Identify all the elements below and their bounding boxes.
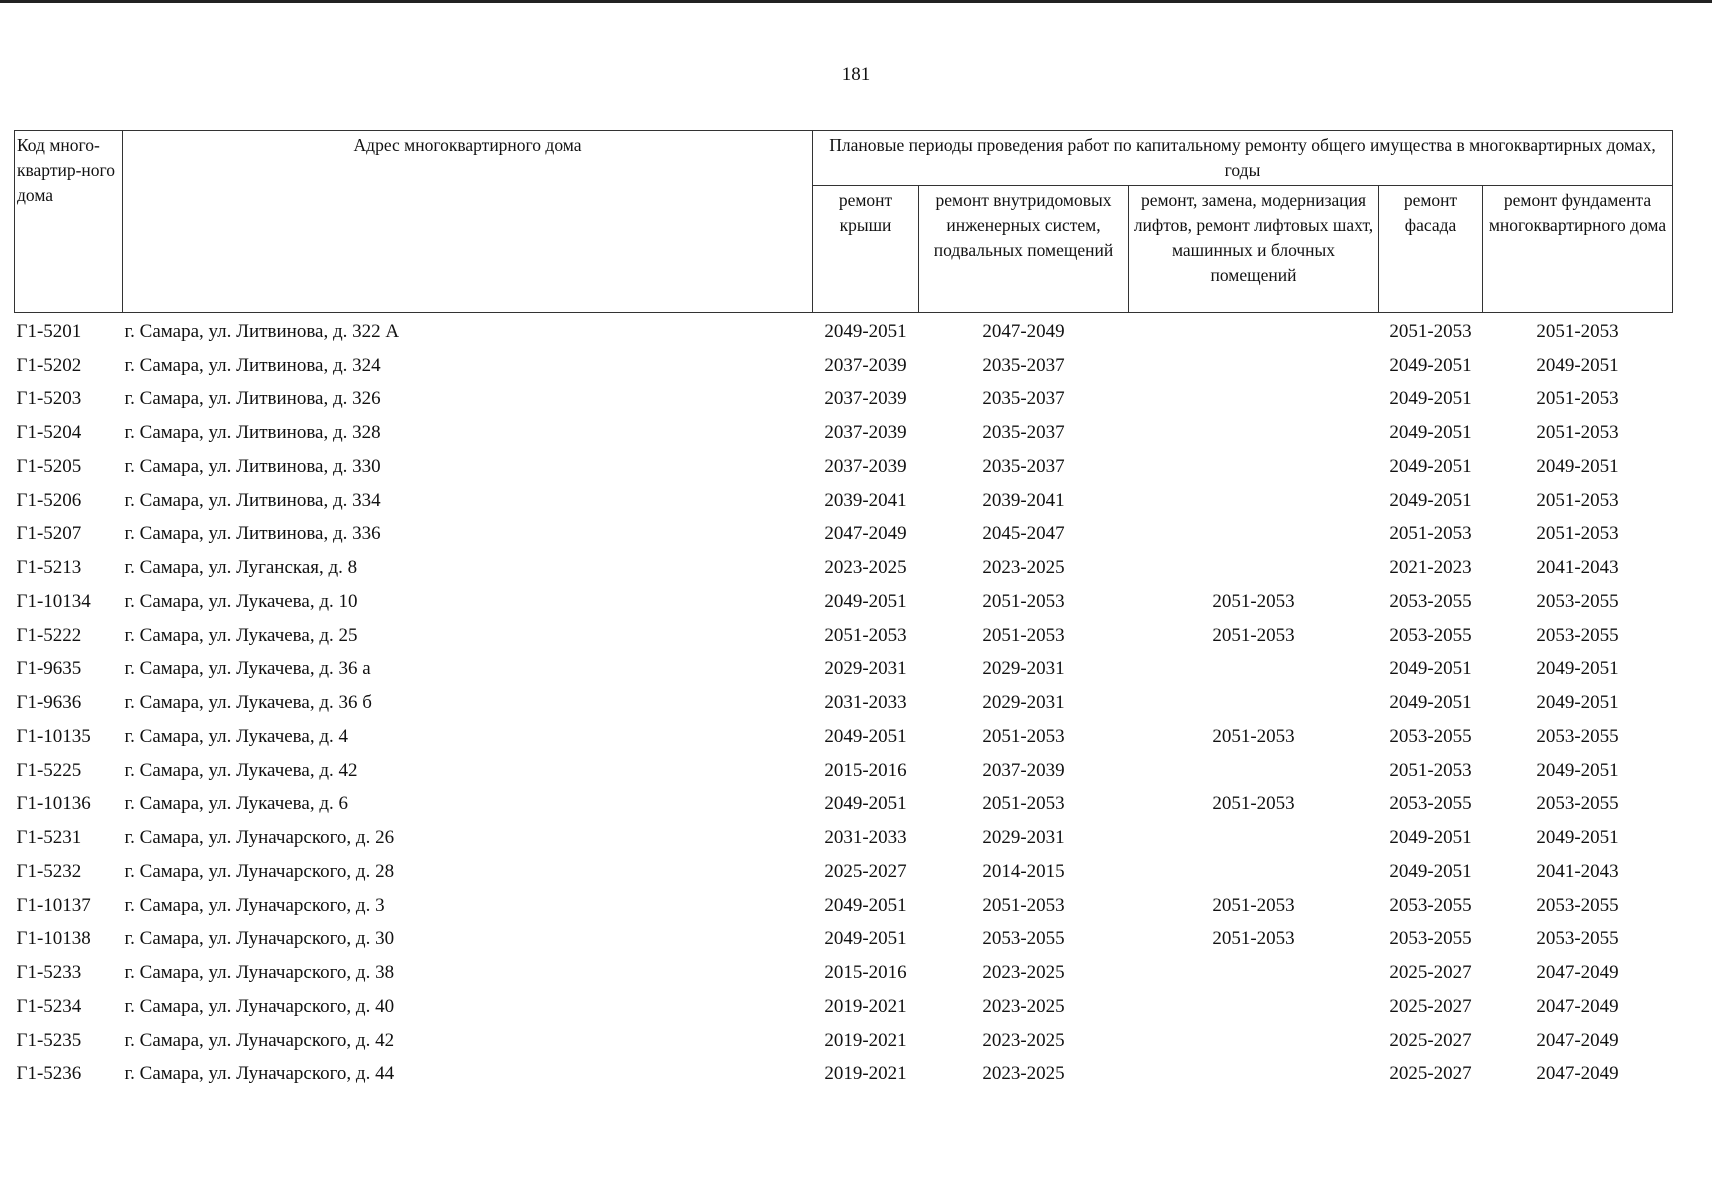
cell-code: Г1-10137 (16, 894, 91, 916)
table-row (15, 484, 1673, 518)
table-body (15, 313, 1673, 1092)
table-row (15, 1024, 1673, 1058)
cell-facade: 2021-2023 (1389, 557, 1472, 579)
cell-lifts (1129, 349, 1379, 383)
cell-lifts (1129, 653, 1379, 687)
cell-systems: 2051-2053 (982, 624, 1065, 646)
cell-systems: 2029-2031 (982, 692, 1065, 714)
cell-lifts: 2051-2053 (1212, 624, 1295, 646)
cell-facade: 2049-2051 (1389, 658, 1472, 680)
cell-code: Г1-10138 (16, 928, 91, 950)
cell-facade: 2025-2027 (1389, 962, 1472, 984)
cell-address: г. Самара, ул. Лукачева, д. 6 (124, 793, 349, 815)
cell-address: г. Самара, ул. Лукачева, д. 42 (124, 759, 358, 781)
cell-code: Г1-5236 (16, 1063, 82, 1085)
cell-facade: 2049-2051 (1389, 489, 1472, 511)
top-rule (0, 0, 1712, 3)
cell-roof: 2049-2051 (824, 725, 907, 747)
table-row (15, 990, 1673, 1024)
table-row (15, 754, 1673, 788)
header-code: Код много-квартир-ного дома (15, 131, 123, 313)
cell-roof: 2037-2039 (824, 354, 907, 376)
cell-code: Г1-5201 (16, 320, 82, 342)
cell-address: г. Самара, ул. Луначарского, д. 42 (124, 1029, 395, 1051)
cell-lifts: 2051-2053 (1212, 894, 1295, 916)
cell-lifts: 2051-2053 (1212, 793, 1295, 815)
cell-foundation: 2049-2051 (1536, 759, 1619, 781)
cell-facade: 2053-2055 (1389, 725, 1472, 747)
cell-lifts: 2051-2053 (1212, 928, 1295, 950)
cell-code: Г1-5225 (16, 759, 82, 781)
cell-foundation: 2049-2051 (1536, 354, 1619, 376)
repair-schedule-table-wrap (14, 130, 1672, 1091)
cell-foundation: 2051-2053 (1536, 388, 1619, 410)
cell-foundation: 2051-2053 (1536, 489, 1619, 511)
cell-facade: 2051-2053 (1389, 759, 1472, 781)
table-row (15, 653, 1673, 687)
header-facade: ремонт фасада (1379, 186, 1483, 313)
page-number: 181 (841, 64, 871, 85)
table-row (15, 518, 1673, 552)
cell-roof: 2025-2027 (824, 860, 907, 882)
cell-code: Г1-5232 (16, 860, 82, 882)
cell-facade: 2053-2055 (1389, 793, 1472, 815)
table-row (15, 956, 1673, 990)
header-address: Адрес многоквартирного дома (123, 131, 813, 313)
repair-schedule-table (14, 130, 1673, 1091)
cell-address: г. Самара, ул. Луначарского, д. 28 (124, 860, 395, 882)
cell-code: Г1-5202 (16, 354, 82, 376)
header-systems: ремонт внутридомовых инженерных систем, подвальных помещений (919, 186, 1129, 313)
cell-lifts (1129, 855, 1379, 889)
cell-code: Г1-5207 (16, 523, 82, 545)
cell-address: г. Самара, ул. Лукачева, д. 36 б (124, 692, 372, 714)
cell-roof: 2039-2041 (824, 489, 907, 511)
cell-code: Г1-9636 (16, 692, 82, 714)
cell-roof: 2019-2021 (824, 995, 907, 1017)
cell-roof: 2037-2039 (824, 388, 907, 410)
cell-facade: 2049-2051 (1389, 422, 1472, 444)
cell-address: г. Самара, ул. Луначарского, д. 3 (124, 894, 385, 916)
cell-foundation: 2053-2055 (1536, 793, 1619, 815)
cell-address: г. Самара, ул. Луначарского, д. 40 (124, 995, 395, 1017)
cell-roof: 2023-2025 (824, 557, 907, 579)
cell-lifts (1129, 416, 1379, 450)
cell-facade: 2049-2051 (1389, 692, 1472, 714)
header-lifts: ремонт, замена, модернизация лифтов, ремонт лифтовых шахт, машинных и блочных помещений (1129, 186, 1379, 313)
cell-code: Г1-10135 (16, 725, 91, 747)
cell-address: г. Самара, ул. Луначарского, д. 30 (124, 928, 395, 950)
cell-systems: 2014-2015 (982, 860, 1065, 882)
cell-facade: 2053-2055 (1389, 894, 1472, 916)
cell-foundation: 2047-2049 (1536, 1063, 1619, 1085)
cell-code: Г1-9635 (16, 658, 82, 680)
cell-lifts (1129, 383, 1379, 417)
cell-foundation: 2049-2051 (1536, 658, 1619, 680)
table-row (15, 923, 1673, 957)
cell-systems: 2035-2037 (982, 422, 1065, 444)
cell-systems: 2047-2049 (982, 320, 1065, 342)
cell-lifts (1129, 518, 1379, 552)
cell-address: г. Самара, ул. Литвинова, д. 336 (124, 523, 381, 545)
cell-foundation: 2053-2055 (1536, 894, 1619, 916)
cell-facade: 2049-2051 (1389, 354, 1472, 376)
cell-lifts: 2051-2053 (1212, 725, 1295, 747)
table-row (15, 416, 1673, 450)
table-row (15, 619, 1673, 653)
cell-foundation: 2049-2051 (1536, 692, 1619, 714)
cell-systems: 2039-2041 (982, 489, 1065, 511)
cell-roof: 2049-2051 (824, 928, 907, 950)
table-row (15, 349, 1673, 383)
cell-address: г. Самара, ул. Лукачева, д. 4 (124, 725, 349, 747)
cell-roof: 2049-2051 (824, 590, 907, 612)
cell-code: Г1-5206 (16, 489, 82, 511)
cell-lifts (1129, 313, 1379, 349)
header-roof: ремонт крыши (813, 186, 919, 313)
cell-roof: 2047-2049 (824, 523, 907, 545)
cell-systems: 2029-2031 (982, 658, 1065, 680)
cell-foundation: 2053-2055 (1536, 590, 1619, 612)
table-row (15, 313, 1673, 349)
cell-foundation: 2049-2051 (1536, 827, 1619, 849)
cell-facade: 2051-2053 (1389, 320, 1472, 342)
cell-facade: 2025-2027 (1389, 1063, 1472, 1085)
header-periods-group: Плановые периоды проведения работ по капитальному ремонту общего имущества в многоквартирных домах, годы (813, 131, 1673, 186)
cell-systems: 2053-2055 (982, 928, 1065, 950)
cell-roof: 2015-2016 (824, 962, 907, 984)
table-row (15, 1058, 1673, 1092)
cell-code: Г1-5234 (16, 995, 82, 1017)
cell-code: Г1-5205 (16, 455, 82, 477)
cell-foundation: 2053-2055 (1536, 624, 1619, 646)
table-header (15, 131, 1673, 313)
cell-systems: 2045-2047 (982, 523, 1065, 545)
cell-systems: 2051-2053 (982, 590, 1065, 612)
cell-roof: 2049-2051 (824, 894, 907, 916)
table-row (15, 585, 1673, 619)
cell-lifts (1129, 1024, 1379, 1058)
cell-systems: 2023-2025 (982, 1029, 1065, 1051)
cell-code: Г1-5222 (16, 624, 82, 646)
cell-lifts (1129, 1058, 1379, 1092)
cell-systems: 2035-2037 (982, 354, 1065, 376)
cell-foundation: 2053-2055 (1536, 725, 1619, 747)
cell-code: Г1-5235 (16, 1029, 82, 1051)
table-row (15, 821, 1673, 855)
cell-systems: 2051-2053 (982, 725, 1065, 747)
cell-address: г. Самара, ул. Литвинова, д. 330 (124, 455, 381, 477)
cell-systems: 2051-2053 (982, 894, 1065, 916)
cell-lifts (1129, 686, 1379, 720)
cell-foundation: 2047-2049 (1536, 1029, 1619, 1051)
cell-systems: 2037-2039 (982, 759, 1065, 781)
cell-systems: 2023-2025 (982, 962, 1065, 984)
cell-code: Г1-10136 (16, 793, 91, 815)
cell-code: Г1-5203 (16, 388, 82, 410)
table-row (15, 551, 1673, 585)
cell-roof: 2031-2033 (824, 692, 907, 714)
cell-roof: 2049-2051 (824, 793, 907, 815)
cell-facade: 2053-2055 (1389, 624, 1472, 646)
cell-lifts (1129, 956, 1379, 990)
cell-systems: 2051-2053 (982, 793, 1065, 815)
cell-facade: 2051-2053 (1389, 523, 1472, 545)
cell-facade: 2049-2051 (1389, 860, 1472, 882)
cell-address: г. Самара, ул. Литвинова, д. 326 (124, 388, 381, 410)
table-row (15, 788, 1673, 822)
cell-address: г. Самара, ул. Луначарского, д. 38 (124, 962, 395, 984)
cell-address: г. Самара, ул. Литвинова, д. 334 (124, 489, 381, 511)
cell-systems: 2023-2025 (982, 557, 1065, 579)
cell-roof: 2049-2051 (824, 320, 907, 342)
cell-address: г. Самара, ул. Луначарского, д. 44 (124, 1063, 395, 1085)
table-row (15, 450, 1673, 484)
cell-roof: 2029-2031 (824, 658, 907, 680)
cell-roof: 2015-2016 (824, 759, 907, 781)
cell-foundation: 2053-2055 (1536, 928, 1619, 950)
cell-facade: 2049-2051 (1389, 388, 1472, 410)
cell-code: Г1-5231 (16, 827, 82, 849)
cell-code: Г1-5233 (16, 962, 82, 984)
cell-lifts: 2051-2053 (1212, 590, 1295, 612)
cell-foundation: 2051-2053 (1536, 523, 1619, 545)
cell-foundation: 2047-2049 (1536, 995, 1619, 1017)
cell-code: Г1-10134 (16, 590, 91, 612)
cell-address: г. Самара, ул. Лукачева, д. 36 а (124, 658, 371, 680)
cell-roof: 2037-2039 (824, 422, 907, 444)
cell-address: г. Самара, ул. Луначарского, д. 26 (124, 827, 395, 849)
cell-lifts (1129, 754, 1379, 788)
cell-systems: 2023-2025 (982, 1063, 1065, 1085)
cell-foundation: 2049-2051 (1536, 455, 1619, 477)
cell-lifts (1129, 990, 1379, 1024)
table-row (15, 720, 1673, 754)
cell-address: г. Самара, ул. Луганская, д. 8 (124, 557, 358, 579)
cell-code: Г1-5204 (16, 422, 82, 444)
cell-facade: 2025-2027 (1389, 1029, 1472, 1051)
cell-systems: 2035-2037 (982, 455, 1065, 477)
header-foundation: ремонт фундамента многоквартирного дома (1483, 186, 1673, 313)
cell-foundation: 2047-2049 (1536, 962, 1619, 984)
cell-lifts (1129, 484, 1379, 518)
cell-foundation: 2041-2043 (1536, 860, 1619, 882)
cell-foundation: 2041-2043 (1536, 557, 1619, 579)
cell-facade: 2049-2051 (1389, 827, 1472, 849)
table-row (15, 686, 1673, 720)
cell-code: Г1-5213 (16, 557, 82, 579)
cell-systems: 2029-2031 (982, 827, 1065, 849)
cell-roof: 2031-2033 (824, 827, 907, 849)
cell-roof: 2051-2053 (824, 624, 907, 646)
cell-facade: 2053-2055 (1389, 928, 1472, 950)
cell-roof: 2019-2021 (824, 1063, 907, 1085)
cell-lifts (1129, 821, 1379, 855)
cell-facade: 2053-2055 (1389, 590, 1472, 612)
cell-systems: 2023-2025 (982, 995, 1065, 1017)
cell-roof: 2037-2039 (824, 455, 907, 477)
cell-lifts (1129, 551, 1379, 585)
cell-address: г. Самара, ул. Литвинова, д. 322 А (124, 320, 400, 342)
cell-address: г. Самара, ул. Лукачева, д. 25 (124, 624, 358, 646)
cell-foundation: 2051-2053 (1536, 320, 1619, 342)
cell-address: г. Самара, ул. Лукачева, д. 10 (124, 590, 358, 612)
table-row (15, 855, 1673, 889)
cell-address: г. Самара, ул. Литвинова, д. 324 (124, 354, 381, 376)
cell-systems: 2035-2037 (982, 388, 1065, 410)
cell-lifts (1129, 450, 1379, 484)
table-row (15, 889, 1673, 923)
cell-address: г. Самара, ул. Литвинова, д. 328 (124, 422, 381, 444)
cell-foundation: 2051-2053 (1536, 422, 1619, 444)
cell-facade: 2049-2051 (1389, 455, 1472, 477)
cell-roof: 2019-2021 (824, 1029, 907, 1051)
table-row (15, 383, 1673, 417)
cell-facade: 2025-2027 (1389, 995, 1472, 1017)
